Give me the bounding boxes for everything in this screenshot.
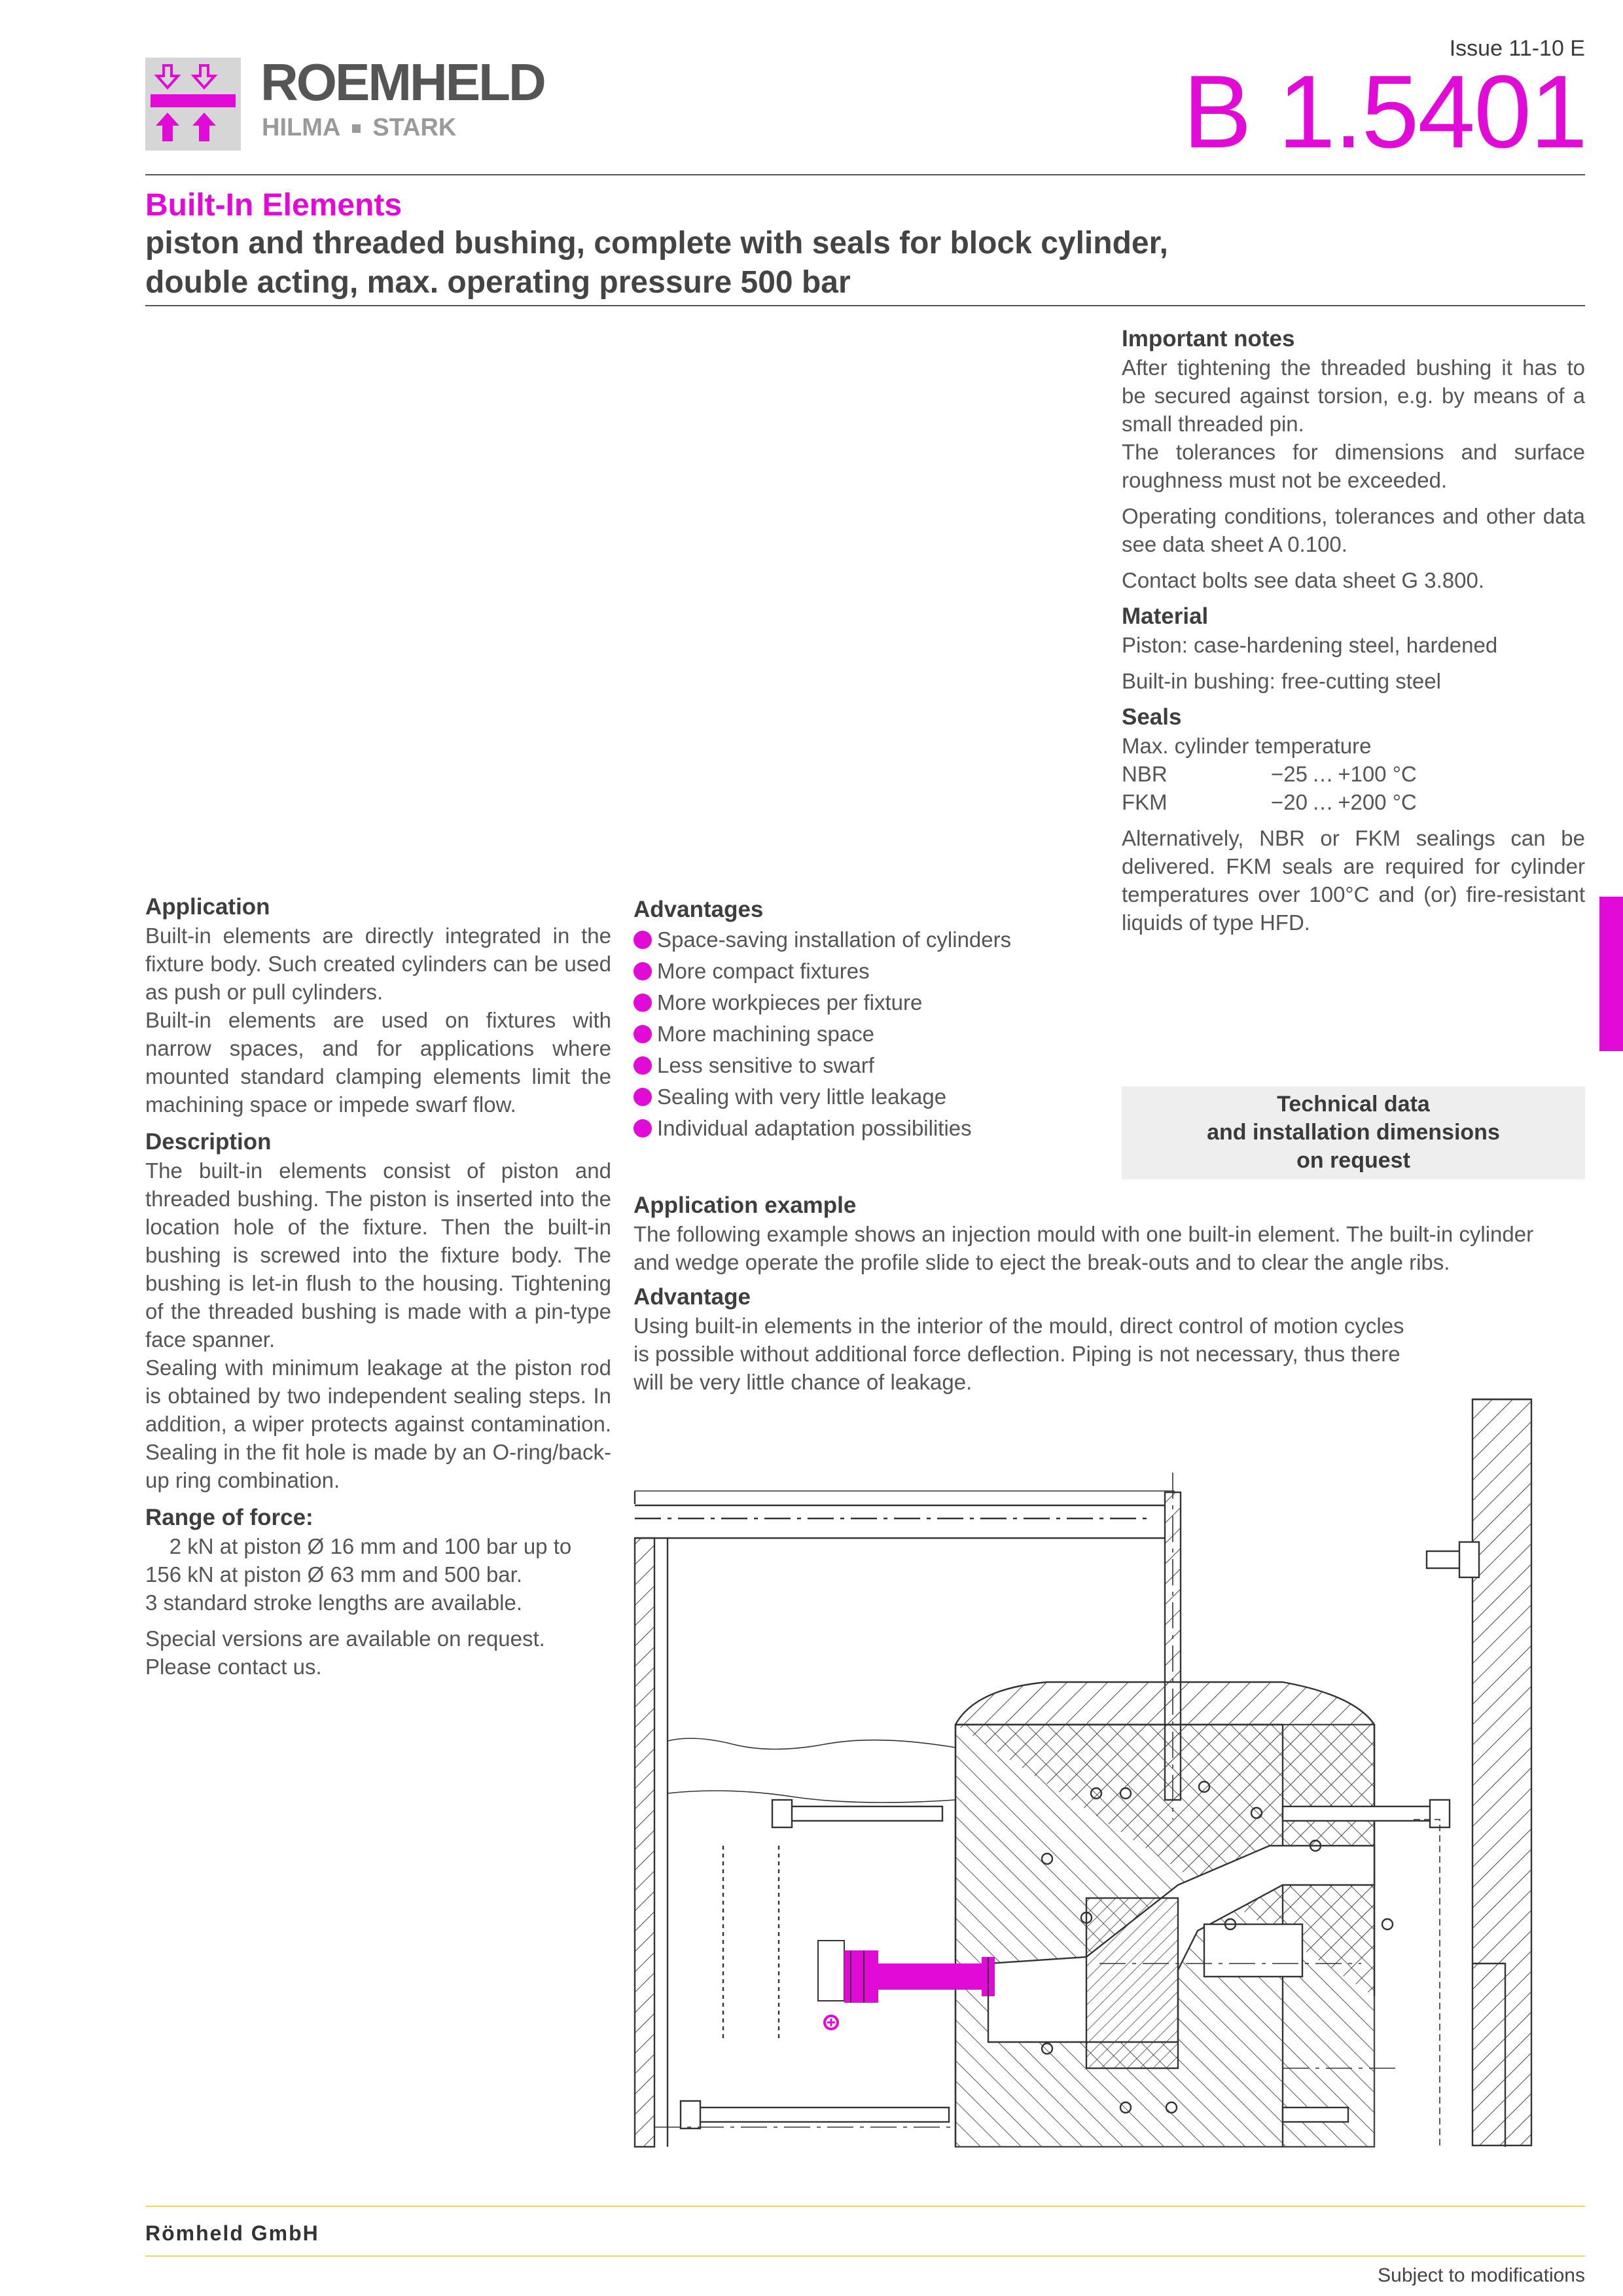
subtitle-line-1: piston and threaded bushing, complete with seals for block cylinder,	[145, 226, 1168, 260]
issue-label: Issue 11-10 E	[1449, 36, 1585, 61]
square-separator-icon	[352, 124, 361, 133]
bullet-dot-icon	[633, 994, 652, 1012]
description-p2: Sealing with minimum leakage at the piston rod is obtained by two independent sealing steps. In addition, a wiper protects against contamination. Sealing in the fit hole is made by an O-ring/back-up ring combination.	[145, 1355, 611, 1492]
advantages-item	[633, 1018, 1589, 1050]
technical-box-line-2: and installation dimensions	[1207, 1120, 1500, 1145]
advantage-line-1: Using built-in elements in the interior of the mould, direct control of motion cycles	[633, 1314, 1404, 1338]
technical-box-line-3: on request	[1296, 1148, 1410, 1173]
advantages-item	[633, 1081, 1589, 1113]
advantage-heading: Advantage	[633, 1284, 751, 1310]
range-of-force-p2: Special versions are available on request. Please contact us.	[145, 1626, 545, 1679]
application-heading: Application	[145, 894, 270, 920]
important-notes-p4: Contact bolts see data sheet G 3.800.	[1122, 568, 1485, 592]
company-name: Römheld GmbH	[145, 2221, 319, 2245]
application-example-line-2: and wedge operate the profile slide to eject the break-outs and to clear the angle ribs.	[633, 1250, 1450, 1274]
seals-nbr-row	[1122, 760, 1585, 788]
advantage-line-2: is possible without additional force deflection. Piping is not necessary, thus there	[633, 1342, 1400, 1366]
range-of-force-line-1: 2 kN at piston Ø 16 mm and 100 bar up to	[145, 1534, 572, 1558]
sub-brand-stark: STARK	[372, 114, 457, 141]
brand-name: ROEMHELD	[260, 53, 544, 111]
injection-mould-drawing	[628, 1388, 1544, 2153]
material-heading: Material	[1122, 603, 1209, 629]
application-p2: Built-in elements are used on fixtures with narrow spaces, and for applications where mounted standard clamping elements limit the machining space or impede swarf flow.	[145, 1008, 611, 1117]
section-marker	[1599, 897, 1623, 1051]
seals-fkm-label: FKM	[1122, 790, 1168, 814]
seals-fkm-row	[1122, 788, 1585, 816]
range-of-force-line-3: 3 standard stroke lengths are available.	[145, 1590, 523, 1615]
bullet-dot-icon	[633, 1088, 652, 1106]
sub-brand	[262, 115, 456, 140]
subtitle-line-2: double acting, max. operating pressure 500 bar	[145, 265, 851, 300]
important-notes-p1: After tightening the threaded bushing it has to be secured against torsion, e.g. by means of a small threaded pin.	[1122, 355, 1585, 436]
description-p1: The built-in elements consist of piston and threaded bushing. The piston is inserted into the location hole of the fixture. Then the built-in bushing is screwed into the fixture body. The bushing is let-in flush to the housing. Tightening of the threaded bushing is made with a pin-type face spanner.	[145, 1158, 611, 1352]
bullet-dot-icon	[633, 1025, 652, 1043]
important-notes-p2: The tolerances for dimensions and surface roughness must not be exceeded.	[1122, 440, 1585, 492]
document-number: B 1.5401	[1183, 54, 1586, 170]
advantages-item	[633, 1113, 1589, 1144]
important-notes-heading: Important notes	[1122, 326, 1295, 351]
advantages-item	[633, 1050, 1589, 1081]
seals-note: Alternatively, NBR or FKM sealings can be delivered. FKM seals are required for cylinder temperatures over 100°C and (or) fire-resistant liquids of type HFD.	[1122, 826, 1585, 935]
application-example-section	[633, 1191, 1589, 1396]
advantages-item-label: Sealing with very little leakage	[657, 1085, 947, 1109]
bullet-dot-icon	[633, 1119, 652, 1138]
seals-fkm-range: −20 … +200 °C	[1271, 790, 1417, 814]
bullet-dot-icon	[633, 1056, 652, 1075]
technical-box-line-1: Technical data	[1277, 1092, 1430, 1117]
footer-divider-bottom	[145, 2255, 1585, 2257]
advantages-item-label: Individual adaptation possibilities	[657, 1116, 972, 1140]
right-column	[1122, 325, 1585, 937]
application-example-line-1: The following example shows an injection mould with one built-in element. The built-in cylinder	[633, 1222, 1534, 1246]
header-divider	[145, 174, 1585, 175]
seals-max-temp: Max. cylinder temperature	[1122, 734, 1372, 758]
footer-divider-top	[145, 2206, 1585, 2207]
advantages-heading: Advantages	[633, 897, 764, 922]
seals-nbr-label: NBR	[1122, 762, 1168, 786]
advantages-item-label: More compact fixtures	[657, 959, 870, 983]
bullet-dot-icon	[633, 962, 652, 980]
important-notes-p3: Operating conditions, tolerances and other data see data sheet A 0.100.	[1122, 504, 1585, 556]
middle-column	[633, 893, 1589, 1144]
advantages-item-label: Less sensitive to swarf	[657, 1053, 874, 1077]
left-column	[145, 893, 611, 1681]
material-bushing: Built-in bushing: free-cutting steel	[1122, 669, 1441, 693]
advantages-item	[633, 956, 1589, 987]
advantages-item-label: More machining space	[657, 1022, 874, 1046]
bullet-dot-icon	[633, 931, 652, 949]
application-p1: Built-in elements are directly integrated in the fixture body. Such created cylinders can be used as push or pull cylinders.	[145, 924, 611, 1004]
roemheld-logo-icon	[145, 58, 241, 151]
advantages-item-label: More workpieces per fixture	[657, 990, 923, 1014]
subject-to-modifications: Subject to modifications	[1378, 2265, 1585, 2286]
sub-brand-hilma: HILMA	[262, 114, 341, 141]
title-divider	[145, 305, 1585, 306]
material-piston: Piston: case-hardening steel, hardened	[1122, 633, 1498, 657]
seals-nbr-range: −25 … +100 °C	[1271, 762, 1417, 786]
advantages-item	[633, 987, 1589, 1018]
advantages-list	[633, 924, 1589, 1144]
page-subtitle	[145, 224, 1454, 302]
advantage-line-3: will be very little chance of leakage.	[633, 1370, 972, 1394]
range-of-force-line-2: 156 kN at piston Ø 63 mm and 500 bar.	[145, 1562, 523, 1587]
description-heading: Description	[145, 1129, 272, 1155]
application-example-heading: Application example	[633, 1193, 857, 1218]
advantages-item-label: Space-saving installation of cylinders	[657, 927, 1012, 952]
seals-heading: Seals	[1122, 704, 1182, 730]
advantages-item	[633, 924, 1589, 956]
range-of-force-heading: Range of force:	[145, 1505, 313, 1530]
category-title: Built-In Elements	[145, 188, 402, 223]
